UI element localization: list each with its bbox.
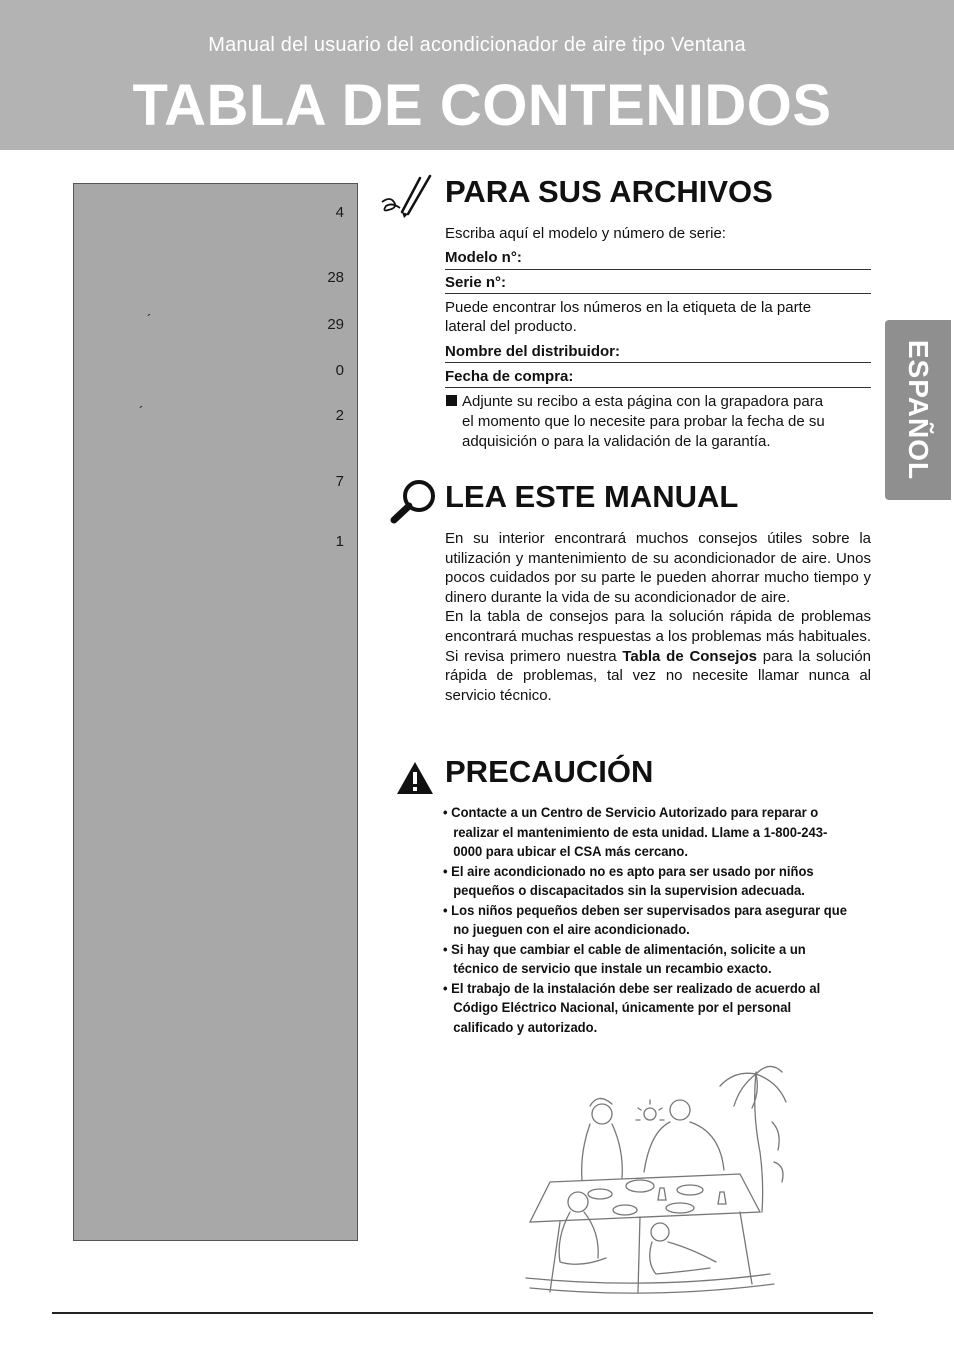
toc-panel bbox=[73, 183, 358, 1241]
caution-section-title: PRECAUCIÓN bbox=[445, 754, 654, 789]
toc-page-number: 29 bbox=[327, 316, 344, 333]
read-manual-text-part: para la solución rápida de problemas, tal vez no necesite llamar nunca al servicio técnico. bbox=[445, 647, 872, 704]
read-manual-text bbox=[445, 529, 871, 705]
square-bullet-icon bbox=[446, 395, 457, 406]
purchase-date-line bbox=[445, 387, 871, 388]
caution-item: • Si hay que cambiar el cable de alimentación, solicite a un técnico de servicio que instale un recambio exacto. bbox=[443, 940, 806, 976]
tips-table-emphasis: Tabla de Consejos bbox=[622, 647, 757, 665]
read-manual-paragraph: En su interior encontrará muchos consejos útiles sobre la utilización y mantenimiento de su acondicionador de aire. Unos pocos cuidados por su parte le pueden ahorrar mucho tiempo y dinero durante la vida de su acondicionador de aire. bbox=[445, 530, 871, 606]
toc-page-number: 0 bbox=[335, 362, 344, 379]
toc-accent-mark: ´ bbox=[147, 311, 152, 327]
toc-page-number: 1 bbox=[335, 533, 344, 550]
read-manual-paragraph bbox=[445, 607, 871, 705]
toc-page-number: 28 bbox=[327, 269, 344, 286]
caution-item: • El trabajo de la instalación debe ser realizado de acuerdo al Código Eléctrico Nacional, únicamente por el personal calificado y autorizado. bbox=[443, 979, 821, 1035]
location-note-line: Puede encontrar los números en la etiqueta de la parte bbox=[445, 299, 812, 316]
caution-item: • Los niños pequeños deben ser supervisados para asegurar que no jueguen con el aire acondicionado. bbox=[443, 901, 847, 937]
page-title: TABLA DE CONTENIDOS bbox=[132, 73, 832, 138]
purchase-date-label: Fecha de compra: bbox=[445, 368, 574, 385]
serial-number-line bbox=[445, 293, 871, 294]
language-tab bbox=[885, 320, 951, 500]
picnic-illustration bbox=[520, 1062, 790, 1300]
staple-note-line: Adjunte su recibo a esta página con la grapadora para bbox=[462, 393, 824, 410]
dealer-name-line bbox=[445, 362, 871, 363]
location-note-line: lateral del producto. bbox=[445, 318, 577, 335]
read-manual-section-title: LEA ESTE MANUAL bbox=[445, 479, 739, 514]
model-number-label: Modelo n°: bbox=[445, 249, 522, 266]
dealer-name-label: Nombre del distribuidor: bbox=[445, 343, 621, 360]
language-tab-label: ESPAÑOL bbox=[903, 339, 934, 481]
records-intro: Escriba aquí el modelo y número de serie: bbox=[445, 225, 726, 242]
model-number-line bbox=[445, 269, 871, 270]
caution-item: • El aire acondicionado no es apto para ser usado por niños pequeños o discapacitados sin la supervision adecuada. bbox=[443, 862, 814, 898]
records-section-title: PARA SUS ARCHIVOS bbox=[445, 174, 773, 209]
toc-page-number: 7 bbox=[335, 473, 344, 490]
read-manual-text-part: En la tabla de consejos para la solución rápida de problemas encontrará muchas respuestas a los problemas más habituales. Si revisa primero nuestra bbox=[445, 608, 871, 665]
warning-icon bbox=[395, 760, 435, 796]
caution-item: • Contacte a un Centro de Servicio Autorizado para reparar o realizar el mantenimiento de esta unidad. Llame a 1-800-243-0000 para ubicar el CSA más cercano. bbox=[443, 804, 828, 859]
serial-number-label: Serie n°: bbox=[445, 274, 507, 291]
manual-subtitle: Manual del usuario del acondicionador de aire tipo Ventana bbox=[208, 34, 746, 56]
magnifier-icon bbox=[388, 478, 440, 524]
toc-page-number: 2 bbox=[335, 407, 344, 424]
pen-icon bbox=[380, 172, 440, 220]
staple-note-line: adquisición o para la validación de la garantía. bbox=[462, 433, 771, 450]
toc-accent-mark: ´ bbox=[139, 403, 144, 419]
toc-page-number: 4 bbox=[335, 204, 344, 221]
footer-rule bbox=[52, 1312, 873, 1314]
header-band bbox=[0, 0, 954, 150]
caution-list bbox=[443, 803, 852, 1037]
staple-note-line: el momento que lo necesite para probar la fecha de su bbox=[462, 413, 825, 430]
